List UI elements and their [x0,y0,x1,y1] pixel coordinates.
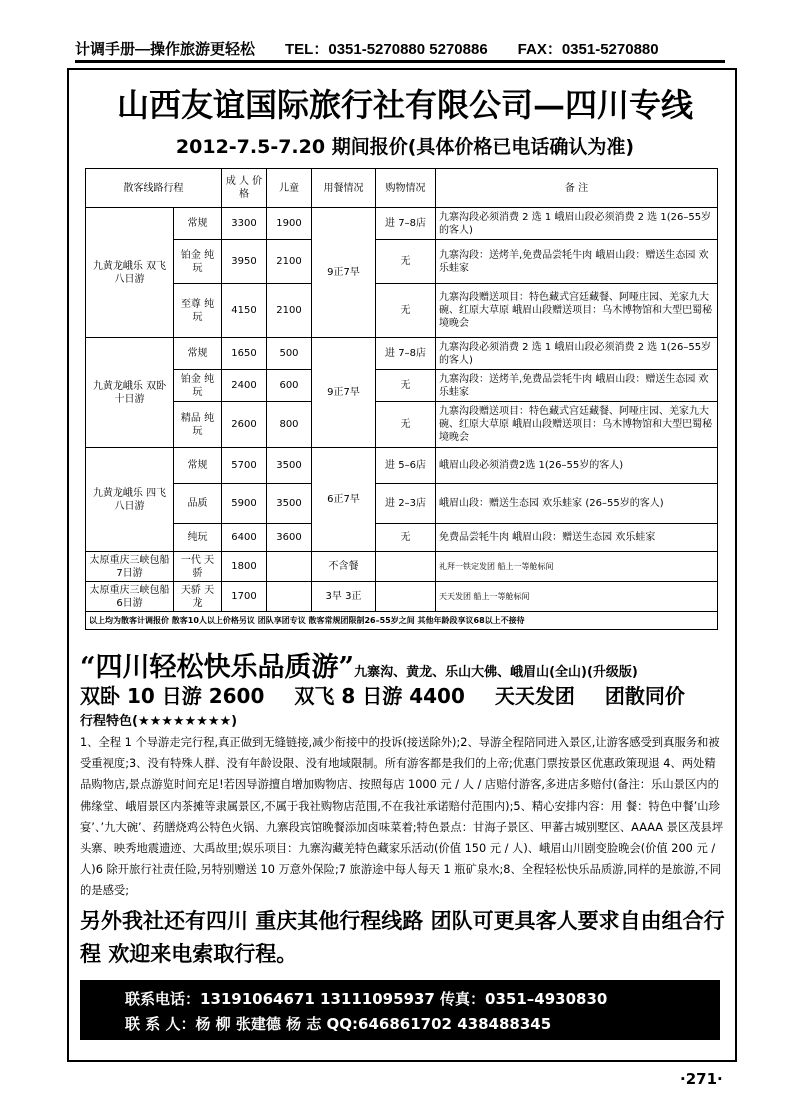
meal-cell: 不含餐 [312,552,376,582]
table-row [86,284,718,338]
child-price: 500 [267,338,312,370]
adult-price: 3300 [222,208,267,240]
child-price: 3600 [267,524,312,552]
header-bar [75,36,725,63]
table-header-row [86,169,718,208]
adult-price: 3950 [222,240,267,284]
grade-cell: 品质 [174,484,222,524]
shop-cell [376,582,436,612]
grade-cell: 至尊 纯玩 [174,284,222,338]
table-row [86,208,718,240]
header-child: 儿童 [267,169,312,208]
table-row [86,524,718,552]
meal-cell: 3早 3正 [312,582,376,612]
price-table [85,168,718,630]
shop-cell: 进 2–3店 [376,484,436,524]
child-price: 800 [267,402,312,448]
adult-price: 5700 [222,448,267,484]
note-cell: 九寨沟段：送烤羊,免费品尝牦牛肉 峨眉山段：赠送生态园 欢乐蛙家 [436,240,718,284]
header-adult: 成 人 价格 [222,169,267,208]
header-note: 备 注 [436,169,718,208]
table-footnote: 以上均为散客计调报价 散客10人以上价格另议 团队享团专议 散客常规团限制26–55岁之间 其他年龄段享议68以上不接待 [86,612,718,630]
table-footnote-row [86,612,718,630]
table-row [86,582,718,612]
table-row [86,484,718,524]
shop-cell: 进 5–6店 [376,448,436,484]
shop-cell: 无 [376,370,436,402]
adult-price: 1800 [222,552,267,582]
adult-price: 1650 [222,338,267,370]
table-row [86,402,718,448]
tour-title [80,645,638,684]
shop-cell: 无 [376,402,436,448]
route-cell: 九黄龙峨乐 双飞八日游 [86,208,174,338]
page-number: ·271· [680,1070,723,1088]
note-cell: 九寨沟段赠送项目：特色藏式宫廷藏餐、阿哑庄园、羌家九大碗、红原大草原 峨眉山段赠送项目：乌木博物馆和大型巴蜀秘境晚会 [436,402,718,448]
grade-cell: 纯玩 [174,524,222,552]
promo-item: 双飞 8 日游 4400 [294,684,465,708]
header-shop: 购物情况 [376,169,436,208]
route-cell: 太原重庆三峡包船7日游 [86,552,174,582]
shop-cell: 无 [376,240,436,284]
features-heading: 行程特色(★★★★★★★★) [80,714,238,729]
child-price: 2100 [267,240,312,284]
route-cell: 太原重庆三峡包船6日游 [86,582,174,612]
adult-price: 2600 [222,402,267,448]
grade-cell: 常规 [174,338,222,370]
header-meal: 用餐情况 [312,169,376,208]
promo-line [80,680,730,709]
table-row [86,448,718,484]
note-cell: 九寨沟段必须消费 2 选 1 峨眉山段必须消费 2 选 1(26–55岁的客人) [436,338,718,370]
extra-routes-notice: 另外我社还有四川 重庆其他行程线路 团队可更具客人要求自由组合行程 欢迎来电索取行程。 [80,909,725,966]
tour-destinations: 九寨沟、黄龙、乐山大佛、峨眉山(全山)(升级版) [354,665,638,680]
tour-name: “四川轻松快乐品质游” [80,652,355,683]
shop-cell: 无 [376,284,436,338]
promo-item: 团散同价 [604,684,685,708]
adult-price: 4150 [222,284,267,338]
grade-cell: 铂金 纯玩 [174,240,222,284]
promo-item: 双卧 10 日游 2600 [80,684,265,708]
grade-cell: 常规 [174,208,222,240]
child-price: 2100 [267,284,312,338]
header-slogan: 计调手册—操作旅游更轻松 [75,40,256,58]
shop-cell: 进 7–8店 [376,208,436,240]
child-price: 3500 [267,448,312,484]
grade-cell: 精品 纯玩 [174,402,222,448]
note-cell: 天天发团 船上一等舱标间 [436,582,718,612]
page-title: 山西友谊国际旅行社有限公司—四川专线 [116,86,693,124]
grade-cell: 铂金 纯玩 [174,370,222,402]
adult-price: 2400 [222,370,267,402]
shop-cell [376,552,436,582]
child-price [267,552,312,582]
table-row [86,338,718,370]
child-price [267,582,312,612]
note-cell: 九寨沟段赠送项目：特色藏式宫廷藏餐、阿哑庄园、羌家九大碗、红原大草原 峨眉山段赠送项目：乌木博物馆和大型巴蜀秘境晚会 [436,284,718,338]
meal-cell: 6正7早 [312,448,376,552]
note-cell: 九寨沟段必须消费 2 选 1 峨眉山段必须消费 2 选 1(26–55岁的客人) [436,208,718,240]
features-text: 1、全程 1 个导游走完行程,真正做到无缝链接,减少衔接中的投诉(接送除外);2、导游全程陪同进入景区,让游客感受到真服务和被受重视度;3、没有特殊人群、没有年龄设限、没有地域限制。所有游客都是我们的上帝;优惠门票按景区优惠政策现退 4、两处精品购物店,景点游览时间充足!若因导游擅自增加购物店、按照每店 1000 元 / 人 / 店赔付游客,多进店多赔付(备注：乐山景区内的佛缘堂、峨眉景区内茶摊等隶属景区,不属于我社购物店范围,不在我社承诺赔付范围内);5、精心安排内容：用 餐：特色中餐’山珍宴’、’九大碗’、药膳烧鸡公特色火锅、九寨段宾馆晚餐添加卤味菜着;特色景点：甘海子景区、甲蕃古城别墅区、AAAA 景区茂县坪头寨、映秀地震遗迹、大禹故里;娱乐项目：九寨沟藏羌特色藏家乐活动(价值 150 元 / 人)、峨眉山川剧变脸晚会(价值 200 元 / 人)6 除开旅行社责任险,另特别赠送 10 万意外保险;7 旅游途中每人每天 1 瓶矿泉水;8、全程轻松快乐品质游,同样的是旅游,不同的是感受; [80,736,724,898]
grade-cell: 常规 [174,448,222,484]
meal-cell: 9正7早 [312,338,376,448]
contact-people: 联 系 人：杨 柳 张建德 杨 志 QQ:646861702 438488345 [125,1015,552,1033]
table-row [86,240,718,284]
route-cell: 九黄龙峨乐 四飞八日游 [86,448,174,552]
adult-price: 5900 [222,484,267,524]
meal-cell: 9正7早 [312,208,376,338]
table-row [86,370,718,402]
note-cell: 免费品尝牦牛肉 峨眉山段：赠送生态园 欢乐蛙家 [436,524,718,552]
shop-cell: 进 7–8店 [376,338,436,370]
child-price: 1900 [267,208,312,240]
child-price: 600 [267,370,312,402]
price-period: 2012-7.5-7.20 期间报价(具体价格已电话确认为准) [175,136,635,158]
adult-price: 1700 [222,582,267,612]
header-tel: TEL：0351-5270880 5270886 [285,40,488,58]
shop-cell: 无 [376,524,436,552]
header-route: 散客线路行程 [86,169,222,208]
table-row [86,552,718,582]
adult-price: 6400 [222,524,267,552]
header-fax: FAX：0351-5270880 [517,40,659,58]
child-price: 3500 [267,484,312,524]
note-cell: 峨眉山段：赠送生态园 欢乐蛙家 (26–55岁的客人) [436,484,718,524]
contact-box [80,980,720,1040]
promo-item: 天天发团 [494,684,575,708]
grade-cell: 一代 天骄 [174,552,222,582]
note-cell: 礼拜一铁定发团 船上一等舱标间 [436,552,718,582]
route-cell: 九黄龙峨乐 双卧十日游 [86,338,174,448]
contact-phone: 联系电话：13191064671 13111095937 传真：0351–4930830 [125,990,608,1008]
note-cell: 九寨沟段：送烤羊,免费品尝牦牛肉 峨眉山段：赠送生态园 欢乐蛙家 [436,370,718,402]
grade-cell: 天骄 天龙 [174,582,222,612]
note-cell: 峨眉山段必须消费2选 1(26–55岁的客人) [436,448,718,484]
